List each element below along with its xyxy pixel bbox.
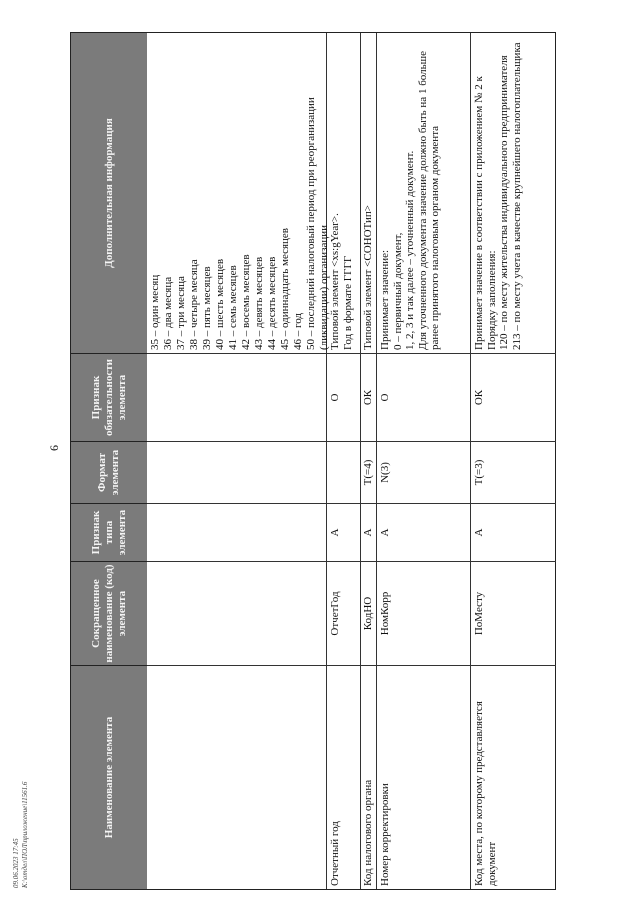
- page-number: 6: [46, 445, 61, 451]
- year-mandatory: О: [329, 393, 341, 402]
- p42: 42 – восемь месяцев: [240, 254, 252, 350]
- tax-info: Типовой элемент <СОНОТип>: [362, 205, 374, 350]
- th-code-text: Сокращенное наименование (код) элемента: [89, 564, 128, 663]
- th-info: [71, 33, 147, 353]
- th-mandatory: [71, 353, 147, 441]
- year-code: ОтчетГод: [329, 591, 341, 636]
- th-mandatory-text: Признак обязательности элемента: [89, 358, 128, 437]
- r4-format: [377, 441, 471, 503]
- th-code: [71, 561, 147, 665]
- r5-name: [471, 665, 556, 889]
- r3-mandatory: [361, 353, 377, 441]
- r2-name: [327, 665, 361, 889]
- r4-name: [377, 665, 471, 889]
- place-name: Код места, по которому представляется документ: [473, 701, 498, 886]
- tax-name: Код налогового органа: [362, 779, 374, 886]
- r5-mandatory: [471, 353, 556, 441]
- p45: 45 – одиннадцать месяцев: [279, 228, 291, 350]
- r2-type: [327, 503, 361, 561]
- corr-info: Принимает значение: 0 – первичный документ, 1, 2, 3 и так далее – уточненный документ. Для уточненного документа значение должно быть на 1 больше ранее принятого налоговым органом документа: [379, 51, 441, 350]
- year-info: Типовой элемент <xs:gYear>. Год в формате ГГГГ: [329, 213, 354, 350]
- r1-type: [147, 503, 327, 561]
- corr-name: Номер корректировки: [379, 783, 391, 886]
- r1-name: [147, 665, 327, 889]
- p43: 43 – девять месяцев: [253, 256, 265, 350]
- th-format-text: Формат элемента: [96, 449, 121, 496]
- r1-info: [147, 33, 330, 353]
- footer-stamp: [12, 748, 42, 888]
- th-name-text: Наименование элемента: [102, 716, 115, 839]
- p37: 37 – три месяца: [175, 276, 187, 350]
- th-format: [71, 441, 147, 503]
- th-type: [71, 503, 147, 561]
- place-info: Принимает значение в соответствии с приложением № 2 к Порядку заполнения: 120 – по месту жительства индивидуального предпринимателя 213 – по месту учета в качестве крупнейшего налогоплательщика: [473, 42, 523, 350]
- r5-code: [471, 561, 556, 665]
- p39: 39 – пять месяцев: [201, 266, 213, 350]
- p41: 41 – семь месяцев: [227, 265, 239, 350]
- table-frame: [70, 32, 556, 890]
- p44: 44 – десять месяцев: [266, 256, 278, 350]
- r5-type: [471, 503, 556, 561]
- r1-format: [147, 441, 327, 503]
- corr-mandatory: О: [379, 393, 391, 402]
- r3-format: [361, 441, 377, 503]
- r2-code: [327, 561, 361, 665]
- r4-code: [377, 561, 471, 665]
- r1-mandatory: [147, 353, 327, 441]
- r3-name: [361, 665, 377, 889]
- th-name: [71, 665, 147, 889]
- place-type: А: [473, 528, 485, 537]
- corr-code: НомКорр: [379, 591, 391, 636]
- p50: 50 – последний налоговый период при реорганизации (ликвидации) организации: [305, 97, 330, 350]
- p35: 35 – один месяц: [149, 274, 161, 350]
- page-rotated-layer: [70, 32, 556, 890]
- tax-mandatory: ОК: [362, 389, 374, 406]
- year-name: Отчетный год: [329, 821, 341, 886]
- r5-info: [471, 33, 556, 353]
- th-type-text: Признак типа элемента: [89, 509, 128, 556]
- r3-code: [361, 561, 377, 665]
- r4-info: [377, 33, 471, 353]
- r4-mandatory: [377, 353, 471, 441]
- tax-code: КодНО: [362, 596, 374, 631]
- th-info-text: Дополнительная информация: [102, 118, 115, 268]
- r2-mandatory: [327, 353, 361, 441]
- tax-format: Т(=4): [362, 459, 374, 486]
- r3-info: [361, 33, 377, 353]
- r4-type: [377, 503, 471, 561]
- place-mandatory: ОК: [473, 389, 485, 406]
- place-code: ПоМесту: [473, 591, 485, 636]
- r3-type: [361, 503, 377, 561]
- r2-info: [327, 33, 361, 353]
- footer-path: К:\отдел\ПОЛ\приложение\11561.6: [21, 781, 29, 888]
- p40: 40 – шесть месяцев: [214, 258, 226, 350]
- p36: 36 – два месяца: [162, 276, 174, 350]
- r1-code: [147, 561, 327, 665]
- corr-type: А: [379, 528, 391, 537]
- p46: 46 – год: [292, 312, 304, 350]
- tax-type: А: [362, 528, 374, 537]
- r5-format: [471, 441, 556, 503]
- footer-date: 09.06.2023 17:45: [12, 838, 20, 888]
- r2-format: [327, 441, 361, 503]
- corr-format: N(3): [379, 462, 391, 483]
- p38: 38 – четыре месяца: [188, 259, 200, 350]
- place-format: Т(=3): [473, 459, 485, 486]
- year-type: А: [329, 528, 341, 537]
